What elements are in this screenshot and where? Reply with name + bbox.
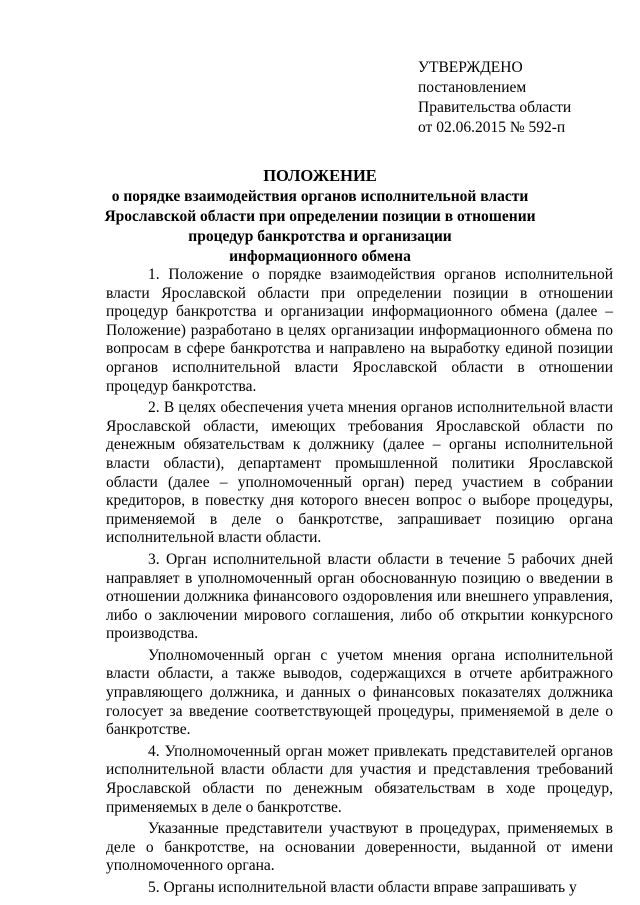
title-main: ПОЛОЖЕНИЕ bbox=[263, 166, 377, 185]
approval-date-number: от 02.06.2015 № 592-п bbox=[418, 119, 566, 136]
approval-authority: Правительства области bbox=[418, 99, 572, 116]
paragraph-2: 2. В целях обеспечения учета мнения органов исполнительной власти Ярославской области, имеющих требования Ярославской области по денежным обязательствам к должнику (далее – органы исполнительной власти области), департамент промышленной политики Ярославской области (далее – уполномоченный орган) перед участием в собрании кредиторов, в повестку дня которого внесен вопрос о выборе процедуры, применяемой в деле о банкротстве, запрашивает позицию органа исполнительной власти области. bbox=[106, 399, 613, 547]
title-line-2: Ярославской области при определении позиции в отношении bbox=[104, 208, 536, 225]
approval-decree: постановлением bbox=[418, 79, 527, 96]
document-title bbox=[100, 165, 540, 267]
paragraph-4: 4. Уполномоченный орган может привлекать представителей органов исполнительной власти области для участия и представления требований Ярославской области по денежным обязательствам в ходе процедур, применяемых в деле о банкротстве. bbox=[106, 742, 613, 816]
document-body bbox=[106, 266, 613, 901]
paragraph-3-continued: Уполномоченный орган с учетом мнения органа исполнительной власти области, а также выводов, содержащихся в отчете арбитражного управляющего должника, и данных о финансовых показателях должника голосует за введение соответствующей процедуры, применяемой в деле о банкротстве. bbox=[106, 646, 613, 739]
paragraph-5: 5. Органы исполнительной власти области вправе запрашивать у bbox=[148, 879, 577, 896]
paragraph-3: 3. Орган исполнительной власти области в течение 5 рабочих дней направляет в уполномоченный орган обоснованную позицию о введении в отношении должника финансового оздоровления или внешнего управления, либо о заключении мирового соглашения, либо об открытии конкурсного производства. bbox=[106, 550, 613, 643]
title-line-4: информационного обмена bbox=[229, 248, 411, 265]
title-line-3: процедур банкротства и организации bbox=[188, 228, 452, 245]
title-line-1: о порядке взаимодействия органов исполнительной власти bbox=[111, 188, 529, 205]
approval-heading: УТВЕРЖДЕНО bbox=[418, 59, 523, 76]
paragraph-1: 1. Положение о порядке взаимодействия органов исполнительной власти Ярославской области при определении позиции в отношении процедур банкротства и организации информационного обмена (далее – Положение) разработано в целях организации информационного обмена по вопросам в сфере банкротства и направлено на выработку единой позиции органов исполнительной власти Ярославской области в отношении процедур банкротства. bbox=[106, 266, 613, 395]
approval-stamp bbox=[418, 58, 571, 138]
paragraph-4-continued: Указанные представители участвуют в процедурах, применяемых в деле о банкротстве, на основании доверенности, выданной от имени уполномоченного органа. bbox=[106, 820, 613, 875]
